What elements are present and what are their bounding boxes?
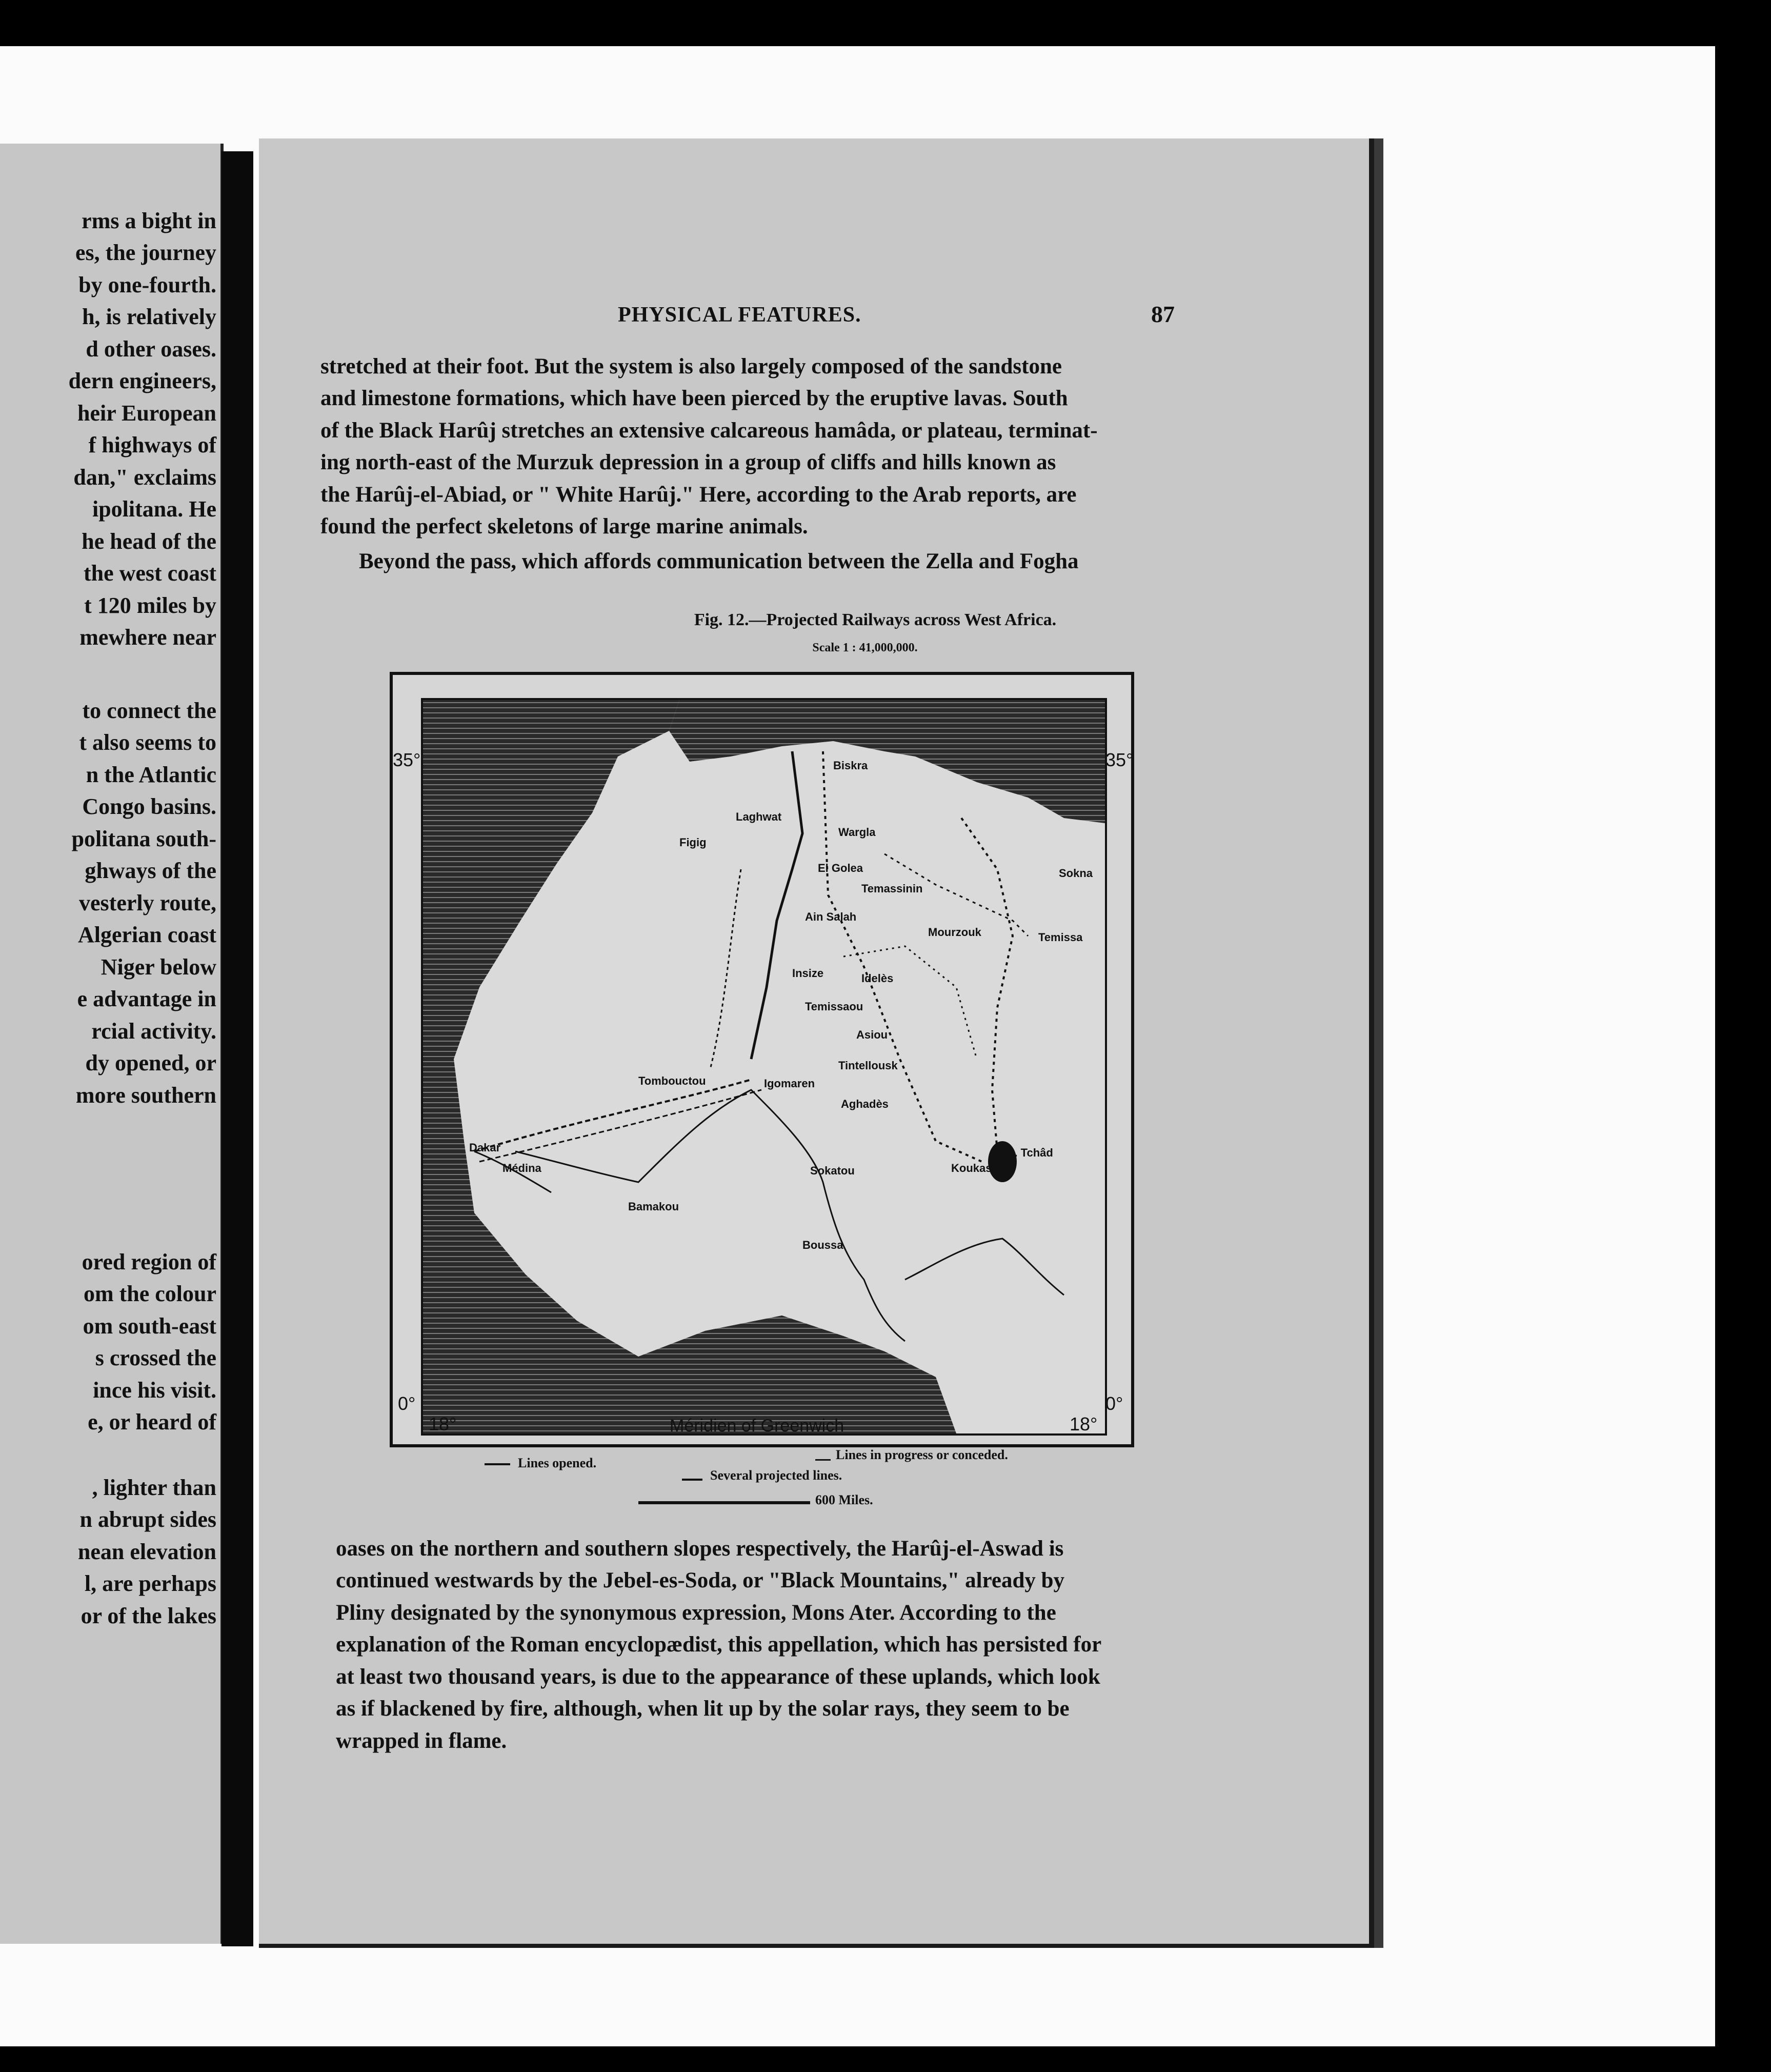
- left-page-line: ince his visit.: [93, 1378, 216, 1403]
- body-text-line: the Harûj-el-Abiad, or " White Harûj." Here, according to the Arab reports, are: [320, 483, 1077, 507]
- left-page-line: nean elevation: [77, 1539, 216, 1564]
- left-page-line: rcial activity.: [91, 1019, 216, 1044]
- niger-river: [515, 1090, 905, 1341]
- left-page-line: n the Atlantic: [86, 762, 216, 787]
- left-page-line: he head of the: [82, 529, 216, 554]
- body-text-line: found the perfect skeletons of large marine animals.: [320, 514, 808, 539]
- railway-projected-5: [710, 869, 741, 1069]
- left-page-line: l, are perhaps: [84, 1571, 216, 1596]
- railway-projected-4: [479, 1090, 761, 1162]
- left-page-line: ghways of the: [85, 858, 216, 883]
- body-text-line: continued westwards by the Jebel-es-Soda, or "Black Mountains," already by: [336, 1568, 1065, 1592]
- left-page-line: e, or heard of: [88, 1409, 216, 1435]
- left-page-line: more southern: [75, 1083, 216, 1108]
- left-page-line: Niger below: [100, 954, 216, 980]
- left-page-line: t also seems to: [79, 730, 216, 755]
- figure-caption: Fig. 12.—Projected Railways across West Africa.: [694, 610, 1057, 629]
- book-gutter: [222, 151, 253, 1946]
- body-text-line: and limestone formations, which have been pierced by the eruptive lavas. South: [320, 386, 1068, 410]
- figure-scale: Scale 1 : 41,000,000.: [812, 641, 918, 654]
- left-page-line: , lighter than: [92, 1475, 216, 1500]
- left-page-line: by one-fourth.: [78, 272, 216, 297]
- left-page-line: dan," exclaims: [73, 465, 216, 490]
- lat-label-left-top: 35°: [393, 749, 421, 770]
- place-asiou: Asiou: [856, 1028, 888, 1041]
- benue-river: [905, 1239, 1064, 1295]
- left-page-line: vesterly route,: [79, 890, 216, 915]
- left-page-line: dern engineers,: [68, 368, 216, 393]
- left-page-line: ored region of: [82, 1249, 216, 1274]
- left-page-line: e advantage in: [77, 986, 216, 1011]
- place-temissa: Temissa: [1038, 931, 1083, 944]
- place-sokatou: Sokatou: [810, 1164, 855, 1177]
- left-page-line: heir European: [77, 401, 216, 426]
- left-page-line: f highways of: [88, 432, 216, 457]
- left-page-line: t 120 miles by: [84, 593, 216, 618]
- left-page-line: om the colour: [83, 1281, 216, 1306]
- left-page-line: or of the lakes: [80, 1603, 216, 1628]
- map-figure: [390, 672, 1134, 1447]
- lat-label-right-bottom: 0°: [1105, 1393, 1123, 1414]
- left-page-line: to connect the: [82, 698, 216, 723]
- body-text-line: wrapped in flame.: [336, 1729, 507, 1753]
- lat-label-right-top: 35°: [1105, 749, 1134, 770]
- left-page-line: dy opened, or: [85, 1050, 216, 1075]
- left-page-line: h, is relatively: [82, 304, 216, 329]
- body-text-line: explanation of the Roman encyclopædist, this appellation, which has persisted for: [336, 1632, 1102, 1657]
- place-l-tchad: L. Tchâd: [1008, 1146, 1053, 1159]
- place-temissaou: Temissaou: [805, 1000, 863, 1013]
- railway-opened: [751, 751, 802, 1059]
- mediterranean-sea: [669, 700, 1105, 823]
- body-text-line: ing north-east of the Murzuk depression in a group of cliffs and hills known as: [320, 450, 1056, 474]
- place-biskra: Biskra: [833, 759, 868, 772]
- place-bamakou: Bamakou: [628, 1200, 679, 1213]
- place-el-golea: El Golea: [818, 862, 863, 874]
- body-text-line: Beyond the pass, which affords communication between the Zella and Fogha: [359, 549, 1079, 573]
- body-text-line: as if blackened by fire, although, when lit up by the solar rays, they seem to be: [336, 1697, 1070, 1721]
- left-page-line: Congo basins.: [82, 794, 216, 819]
- place-mourzouk: Mourzouk: [928, 926, 981, 939]
- map-area: [421, 698, 1107, 1436]
- left-page-line: mewhere near: [79, 625, 216, 650]
- running-header: PHYSICAL FEATURES.: [618, 303, 861, 327]
- body-text-line: Pliny designated by the synonymous expression, Mons Ater. According to the: [336, 1601, 1056, 1625]
- left-page-line: politana south-: [71, 826, 216, 851]
- left-page-line: ipolitana. He: [92, 496, 216, 522]
- body-text-line: oases on the northern and southern slopes respectively, the Harûj-el-Aswad is: [336, 1537, 1064, 1561]
- lat-label-left-bottom: 0°: [398, 1393, 416, 1414]
- left-page-line: rms a bight in: [82, 208, 216, 233]
- legend-swatch-opened: [485, 1463, 510, 1465]
- railway-projected-7: [843, 946, 977, 1059]
- place-dakar: Dakar: [469, 1141, 501, 1154]
- body-text-line: at least two thousand years, is due to the appearance of these uplands, which look: [336, 1665, 1100, 1689]
- left-page-line: n abrupt sides: [79, 1507, 216, 1532]
- scale-bar: [638, 1501, 810, 1504]
- legend-in-progress: Lines in progress or conceded.: [836, 1447, 1008, 1462]
- left-page-line: Algerian coast: [77, 922, 216, 947]
- place-figig: Figig: [679, 836, 707, 849]
- place-insize: Insize: [792, 967, 824, 980]
- left-page-line: d other oases.: [86, 336, 216, 362]
- left-page-line: om south-east: [83, 1313, 216, 1339]
- place-tintellousk: Tintellousk: [838, 1059, 898, 1072]
- left-page-line: s crossed the: [95, 1345, 216, 1370]
- place-laghwat: Laghwat: [736, 810, 782, 823]
- body-text-line: stretched at their foot. But the system is also largely composed of the sandstone: [320, 354, 1062, 378]
- legend-swatch-several: [682, 1479, 702, 1481]
- legend-swatch-in-progress: [815, 1459, 831, 1461]
- legend-several: Several projected lines.: [710, 1468, 842, 1483]
- place-tombouctou: Tombouctou: [638, 1074, 706, 1087]
- place-ideles: Idelès: [861, 972, 894, 985]
- left-page-line: the west coast: [83, 561, 216, 586]
- scale-bar-label: 600 Miles.: [815, 1492, 873, 1507]
- railway-projected-2: [961, 818, 1013, 1151]
- place-temassinin: Temassinin: [861, 882, 923, 895]
- legend-opened: Lines opened.: [518, 1456, 597, 1470]
- place-wargla: Wargla: [838, 826, 876, 839]
- left-page: [0, 144, 224, 1944]
- place-sokna: Sokna: [1059, 867, 1093, 880]
- page-number: 87: [1151, 301, 1175, 327]
- left-page-line: es, the journey: [75, 240, 216, 265]
- meridian-label: Méridien of Greenwich: [670, 1416, 844, 1436]
- lon-label-right: 18°: [1070, 1413, 1098, 1435]
- lon-label-left: 18°: [429, 1413, 457, 1435]
- place-aghades: Aghadès: [841, 1098, 889, 1110]
- place-koukas: Koukas: [951, 1162, 992, 1174]
- place-boussa: Boussa: [802, 1239, 843, 1251]
- body-text-line: of the Black Harûj stretches an extensive calcareous hamâda, or plateau, terminat-: [320, 419, 1098, 443]
- place-medina: Médina: [502, 1162, 541, 1174]
- place-ain-salah: Ain Salah: [805, 910, 857, 923]
- place-igomaren: Igomaren: [764, 1077, 815, 1090]
